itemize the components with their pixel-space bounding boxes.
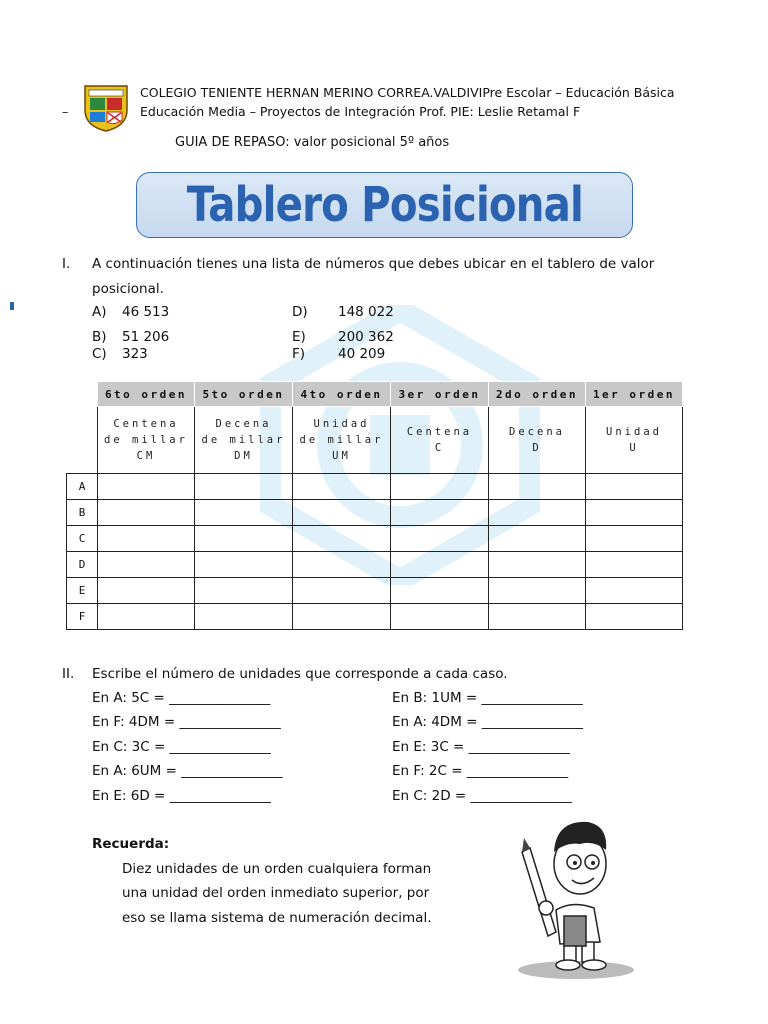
- answer-cell[interactable]: [293, 604, 391, 630]
- answer-cell[interactable]: [489, 578, 586, 604]
- place-name: Decena: [509, 426, 565, 438]
- place-header: [391, 407, 489, 474]
- number-item-label: B): [92, 329, 107, 345]
- number-item-label: F): [292, 346, 306, 362]
- order-header: 2do orden: [489, 382, 586, 407]
- answer-cell[interactable]: [489, 500, 586, 526]
- place-header: [195, 407, 293, 474]
- place-value-table: [66, 381, 683, 630]
- answer-cell[interactable]: [586, 500, 683, 526]
- place-name: de millar: [299, 434, 384, 446]
- row-label: C: [67, 526, 98, 552]
- answer-cell[interactable]: [195, 526, 293, 552]
- row-label: F: [67, 604, 98, 630]
- answer-cell[interactable]: [195, 604, 293, 630]
- section2-number: II.: [62, 666, 75, 682]
- answer-cell[interactable]: [586, 474, 683, 500]
- number-item-value: 51 206: [122, 329, 170, 345]
- place-name: de millar: [104, 434, 188, 446]
- place-name: Centena: [113, 418, 179, 430]
- answer-cell[interactable]: [391, 578, 489, 604]
- row-label: A: [67, 474, 98, 500]
- answer-cell[interactable]: [586, 578, 683, 604]
- number-item-label: C): [92, 346, 107, 362]
- answer-cell[interactable]: [293, 552, 391, 578]
- section1-instruction-cont: posicional.: [92, 281, 164, 297]
- answer-cell[interactable]: [586, 604, 683, 630]
- number-item-label: E): [292, 329, 306, 345]
- place-header: [489, 407, 586, 474]
- answer-cell[interactable]: [489, 552, 586, 578]
- exercise-item[interactable]: En B: 1UM = _______________: [392, 690, 583, 706]
- order-header: 5to orden: [195, 382, 293, 407]
- answer-cell[interactable]: [586, 526, 683, 552]
- answer-cell[interactable]: [586, 552, 683, 578]
- table-row: [67, 474, 683, 500]
- answer-cell[interactable]: [391, 526, 489, 552]
- table-corner: [67, 382, 98, 407]
- answer-cell[interactable]: [293, 578, 391, 604]
- table-row: [67, 526, 683, 552]
- number-item-value: 40 209: [338, 346, 386, 362]
- section1-number: I.: [62, 256, 71, 272]
- exercise-item[interactable]: En A: 5C = _______________: [92, 690, 271, 706]
- table-row: [67, 604, 683, 630]
- place-abbrev: CM: [136, 450, 156, 462]
- exercise-item[interactable]: En A: 6UM = _______________: [92, 763, 283, 779]
- place-name: Decena: [215, 418, 272, 430]
- margin-mark: [10, 302, 14, 310]
- answer-cell[interactable]: [98, 526, 195, 552]
- banner-title: Tablero Posicional: [186, 177, 583, 233]
- answer-cell[interactable]: [489, 526, 586, 552]
- school-header-line1: COLEGIO TENIENTE HERNAN MERINO CORREA.VALDIVIPre Escolar – Educación Básica: [140, 85, 675, 100]
- answer-cell[interactable]: [489, 474, 586, 500]
- answer-cell[interactable]: [98, 552, 195, 578]
- place-name: Unidad: [313, 418, 370, 430]
- remember-line: eso se llama sistema de numeración decimal.: [122, 910, 432, 926]
- table-row: [67, 500, 683, 526]
- answer-cell[interactable]: [98, 500, 195, 526]
- section2-instruction: Escribe el número de unidades que corresponde a cada caso.: [92, 666, 508, 682]
- order-header: 1er orden: [586, 382, 683, 407]
- answer-cell[interactable]: [98, 578, 195, 604]
- order-header: 3er orden: [391, 382, 489, 407]
- place-name: Unidad: [606, 426, 662, 438]
- exercise-item[interactable]: En E: 3C = _______________: [392, 739, 570, 755]
- answer-cell[interactable]: [293, 474, 391, 500]
- section1-instruction: A continuación tienes una lista de números que debes ubicar en el tablero de valor: [92, 256, 655, 272]
- exercise-item[interactable]: En C: 3C = _______________: [92, 739, 271, 755]
- answer-cell[interactable]: [195, 552, 293, 578]
- exercise-item[interactable]: En F: 4DM = _______________: [92, 714, 281, 730]
- exercise-item[interactable]: En A: 4DM = _______________: [392, 714, 583, 730]
- school-crest: [83, 84, 129, 132]
- exercise-item[interactable]: En F: 2C = _______________: [392, 763, 569, 779]
- school-header-dash: –: [62, 104, 69, 119]
- place-name: de millar: [201, 434, 286, 446]
- row-label: D: [67, 552, 98, 578]
- number-item-value: 46 513: [122, 304, 170, 320]
- place-header: [293, 407, 391, 474]
- answer-cell[interactable]: [391, 500, 489, 526]
- order-header: 4to orden: [293, 382, 391, 407]
- number-item-value: 148 022: [338, 304, 394, 320]
- answer-cell[interactable]: [195, 474, 293, 500]
- guide-title: GUIA DE REPASO: valor posicional 5º años: [175, 135, 450, 150]
- place-abbrev: D: [532, 442, 542, 454]
- place-abbrev: DM: [234, 450, 253, 462]
- answer-cell[interactable]: [195, 578, 293, 604]
- place-name: Centena: [406, 426, 473, 438]
- title-banner: [136, 172, 633, 238]
- row-label: E: [67, 578, 98, 604]
- place-abbrev: C: [434, 442, 445, 454]
- number-item-label: D): [292, 304, 308, 320]
- answer-cell[interactable]: [489, 604, 586, 630]
- remember-line: Diez unidades de un orden cualquiera forman: [122, 861, 432, 877]
- number-item-value: 323: [122, 346, 148, 362]
- student-illustration: [508, 812, 638, 982]
- table-row: [67, 578, 683, 604]
- order-header: 6to orden: [98, 382, 195, 407]
- answer-cell[interactable]: [391, 552, 489, 578]
- school-header-line2: Educación Media – Proyectos de Integración Prof. PIE: Leslie Retamal F: [140, 104, 581, 119]
- remember-line: una unidad del orden inmediato superior, por: [122, 885, 430, 901]
- exercise-item[interactable]: En E: 6D = _______________: [92, 788, 271, 804]
- exercise-item[interactable]: En C: 2D = _______________: [392, 788, 572, 804]
- place-abbrev: UM: [332, 450, 351, 462]
- answer-cell[interactable]: [98, 474, 195, 500]
- answer-cell[interactable]: [391, 474, 489, 500]
- table-row: [67, 552, 683, 578]
- answer-cell[interactable]: [391, 604, 489, 630]
- place-abbrev: U: [629, 442, 639, 454]
- answer-cell[interactable]: [293, 526, 391, 552]
- row-label: B: [67, 500, 98, 526]
- answer-cell[interactable]: [98, 604, 195, 630]
- place-header: [98, 407, 195, 474]
- answer-cell[interactable]: [195, 500, 293, 526]
- table-corner: [67, 407, 98, 474]
- place-header: [586, 407, 683, 474]
- remember-title: Recuerda:: [92, 836, 170, 852]
- number-item-label: A): [92, 304, 107, 320]
- answer-cell[interactable]: [293, 500, 391, 526]
- number-item-value: 200 362: [338, 329, 394, 345]
